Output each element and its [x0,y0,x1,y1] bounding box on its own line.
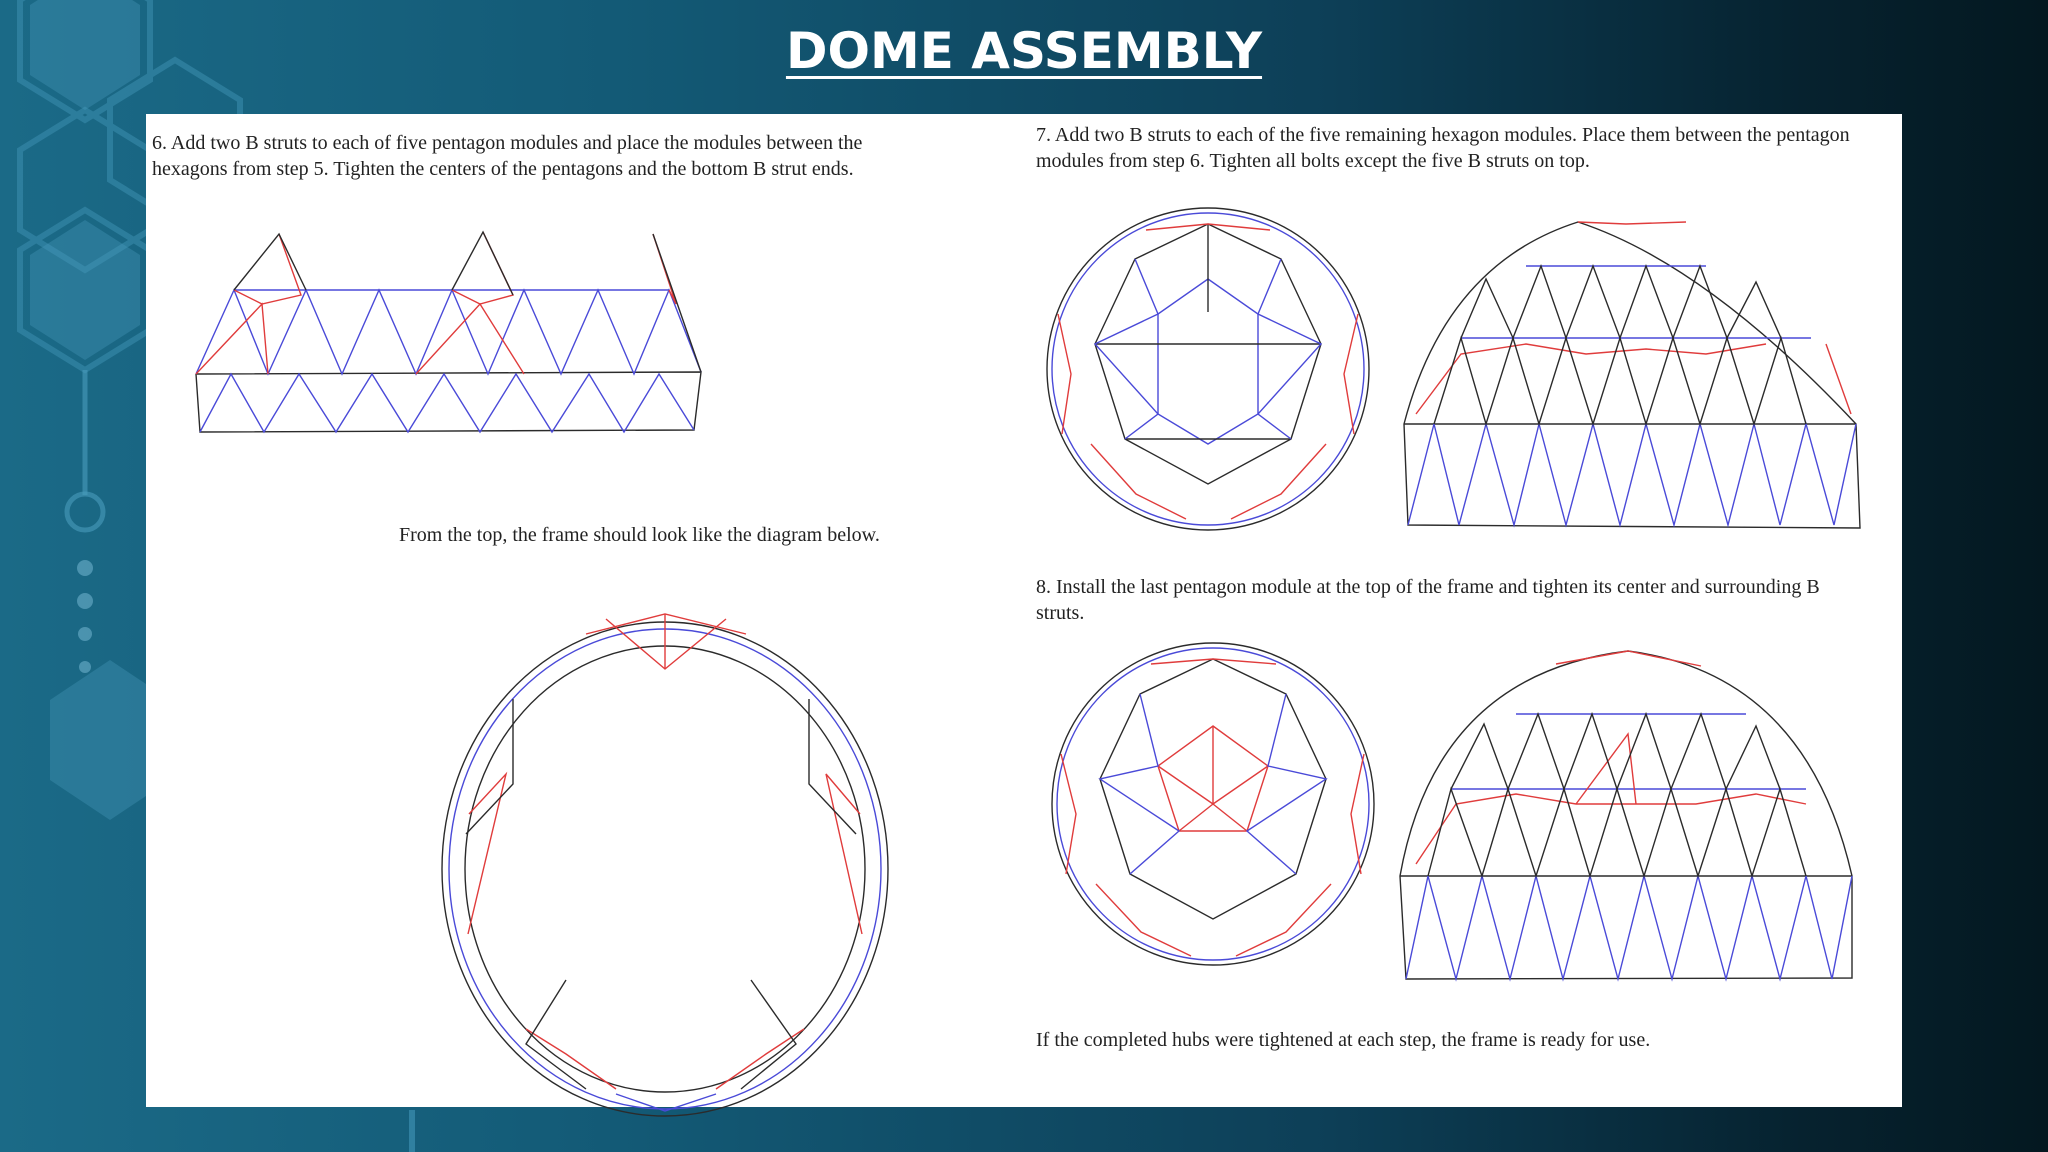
top-view-caption: From the top, the frame should look like the diagram below. [399,524,880,546]
final-note: If the completed hubs were tightened at each step, the frame is ready for use. [1036,1029,1651,1051]
instruction-document [146,114,1902,1107]
circle-shape [67,494,103,530]
step8-side-view [146,114,1906,1107]
step-8-text: 8. Install the last pentagon module at the top of the frame and tighten its center and surrounding B struts. [1036,576,1820,624]
step-7-text: 7. Add two B struts to each of the five remaining hexagon modules. Place them between the pentagon modules from step 6. Tighten all bolts except the five B struts on top. [1036,124,1850,172]
slide-title: DOME ASSEMBLY [785,22,1263,80]
step-6-text: 6. Add two B struts to each of five pentagon modules and place the modules between the hexagons from step 5. Tighten the centers of the pentagons and the bottom B strut ends. [152,132,863,180]
